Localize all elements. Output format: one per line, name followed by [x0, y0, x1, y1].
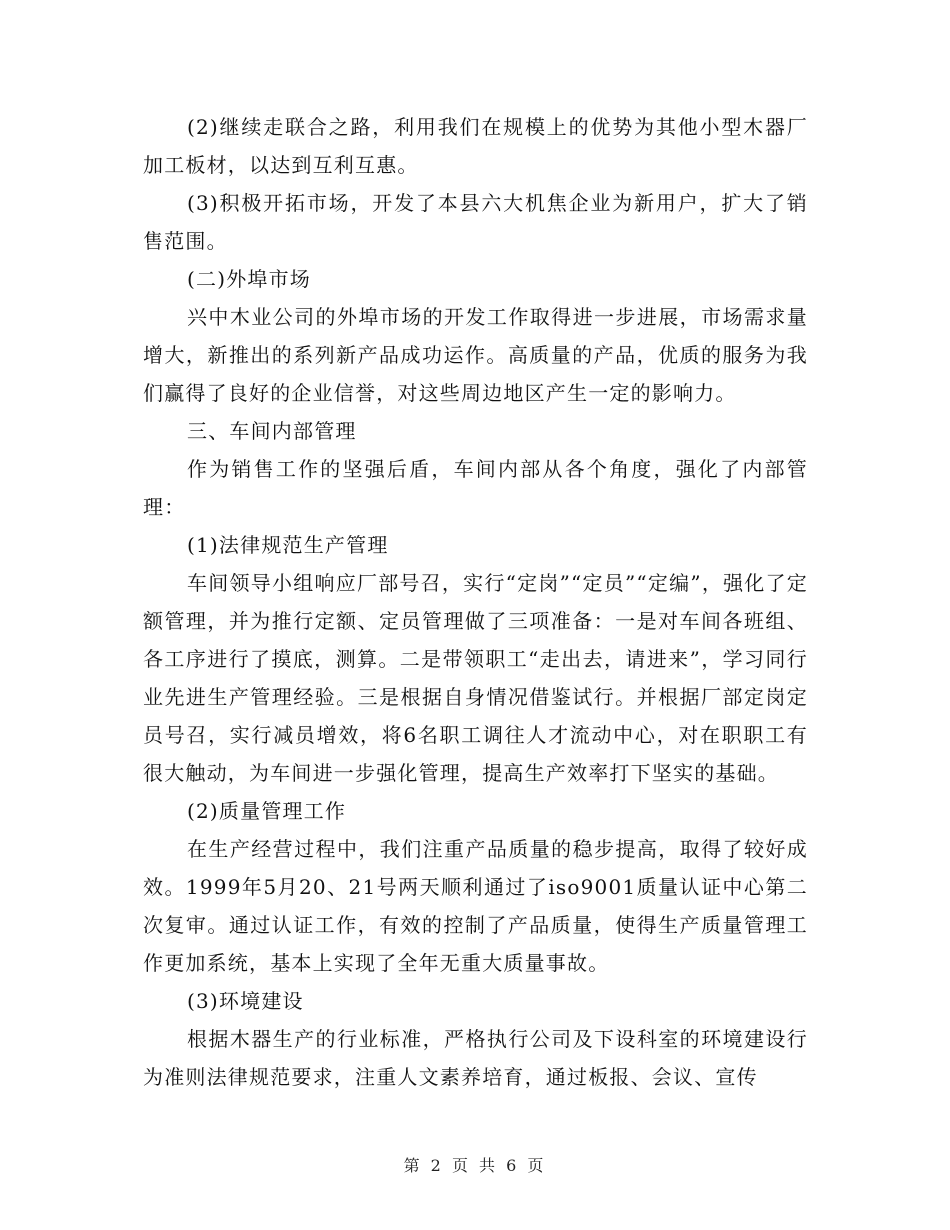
paragraph-item-3-market-expansion: (3)积极开拓市场，开发了本县六大机焦企业为新用户，扩大了销售范围。 — [143, 191, 808, 253]
page-number-footer: 第 2 页 共 6 页 — [403, 1156, 547, 1175]
document-body — [143, 108, 808, 1096]
subheading-environment-building: (3)环境建设 — [187, 989, 304, 1013]
paragraph-production-management: 车间领导小组响应厂部号召，实行“定岗”“定员”“定编”，强化了定额管理，并为推行定额、定员管理做了三项准备：一是对车间各班组、各工序进行了摸底，测算。二是带领职工“走出去，请进来”，学习同行业先进生产管理经验。三是根据自身情况借鉴试行。并根据厂部定岗定员号召，实行减员增效，将6名职工调往人才流动中心，对在职职工有很大触动，为车间进一步强化管理，提高生产效率打下坚实的基础。 — [143, 571, 808, 785]
paragraph-workshop-intro: 作为销售工作的坚强后盾，车间内部从各个角度，强化了内部管理： — [143, 457, 808, 519]
paragraph-quality-management: 在生产经营过程中，我们注重产品质量的稳步提高，取得了较好成效。1999年5月20、21号两天顺利通过了iso9001质量认证中心第二次复审。通过认证工作，有效的控制了产品质量，使得生产质量管理工作更加系统，基本上实现了全年无重大质量事故。 — [143, 837, 808, 975]
section-heading-workshop-management: 三、车间内部管理 — [187, 419, 357, 443]
section-heading-external-market: (二)外埠市场 — [187, 267, 312, 291]
paragraph-item-2-cooperation: (2)继续走联合之路，利用我们在规模上的优势为其他小型木器厂加工板材，以达到互利互惠。 — [143, 115, 808, 177]
subheading-quality-management: (2)质量管理工作 — [187, 799, 347, 823]
paragraph-external-market: 兴中木业公司的外埠市场的开发工作取得进一步进展，市场需求量增大，新推出的系列新产品成功运作。高质量的产品，优质的服务为我们赢得了良好的企业信誉，对这些周边地区产生一定的影响力。 — [143, 305, 808, 405]
subheading-production-management: (1)法律规范生产管理 — [187, 533, 389, 557]
paragraph-environment-building: 根据木器生产的行业标准，严格执行公司及下设科室的环境建设行为准则法律规范要求，注重人文素养培育，通过板报、会议、宣传 — [143, 1027, 808, 1089]
